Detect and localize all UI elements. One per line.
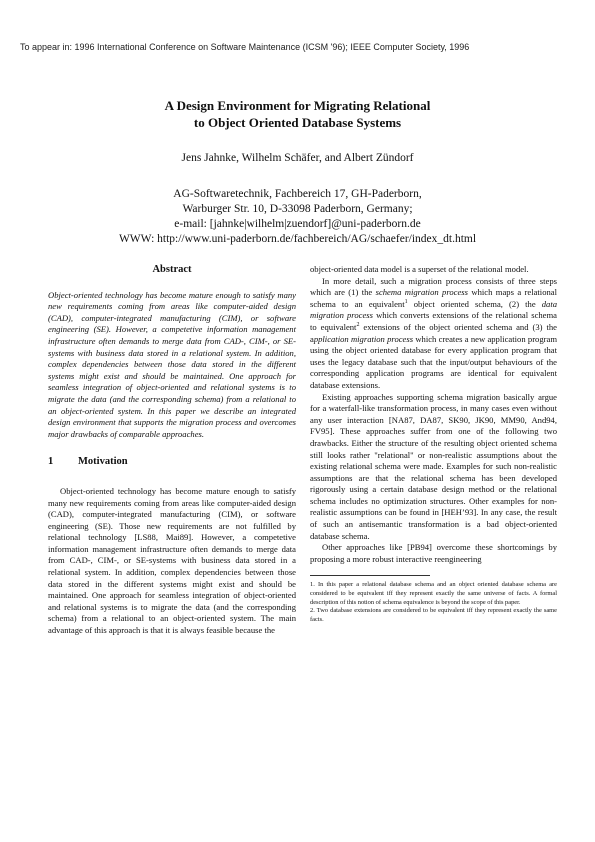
- right-column: [310, 264, 557, 624]
- text-run: which converts extensions of the relational schema to equivalent: [310, 310, 557, 332]
- italic-term: pplication migration process: [313, 333, 414, 344]
- footnote-text: Two database extensions are considered to be equivalent iff they represent exactly the same facts.: [310, 607, 557, 623]
- paper-title: [40, 97, 555, 131]
- footnote-2: [310, 607, 557, 624]
- text-run: object oriented schema, (2) the: [407, 298, 542, 309]
- text-run: which maps a relational schema to an equivalent: [310, 287, 557, 309]
- italic-term: schema migration process: [375, 287, 468, 298]
- text-run: extensions of the object oriented schema and (3) the a: [310, 321, 557, 344]
- affiliation-email: e-mail: [jahnke|wilhelm|zuendorf]@uni-paderborn.de: [174, 218, 421, 230]
- footnote-text: In this paper a relational database schema and an object oriented database schema are considered to be equivalent iff they represent exactly the same universe of facts. A formal description of this notion of schema equivalence is beyond the scope of this paper.: [310, 581, 557, 606]
- text-run: In more detail, such a migration process consists of three steps which are (1) the: [310, 275, 557, 298]
- title-line-1: A Design Environment for Migrating Relational: [164, 98, 431, 113]
- footnote-number: 2.: [310, 607, 315, 615]
- affiliation-www: WWW: http://www.uni-paderborn.de/fachbereich/AG/schaefer/index_dt.html: [118, 233, 477, 245]
- other-approaches-paragraph: Other approaches like [PB94] overcome these shortcomings by proposing a more robust interactive reengineering: [310, 542, 557, 564]
- affiliation-line-1: AG-Softwaretechnik, Fachbereich 17, GH-Paderborn,: [173, 188, 422, 200]
- text-run: which creates a new application program using the object oriented database for every application program that uses the legacy database such that the input/output behaviours of the corresponding application programs are identical for equivalent database extensions.: [310, 333, 558, 390]
- section-1-heading: [48, 456, 296, 468]
- existing-approaches-paragraph: Existing approaches supporting schema migration basically argue for a waterfall-like transformation process, in many cases even without any user interaction [NA87, DA87, SK90, JK90, MM90, And94, FV95]. These approaches suffer from one of the following two drawbacks. Either the structure of the resulting object oriented schema still looks rather "relational" or non-realistic assumptions about the existing relational schema were made. Examples for such non-realistic assumptions are that the relational schema has been developed rigorously using a certain database design method or the relational schema includes no optimization structures. Other examples for non-realistic assumptions can be found in [HEH’93]. In any case, the result of such an antisemantic transformation is a bad object-oriented database schema.: [310, 391, 557, 541]
- author-list: Jens Jahnke, Wilhelm Schäfer, and Albert Zündorf: [181, 152, 414, 164]
- continued-paragraph: object-oriented data model is a superset of the relational model.: [310, 264, 529, 274]
- footnote-number: 1.: [310, 581, 315, 589]
- italic-term: data migration process: [310, 298, 558, 321]
- abstract-heading: Abstract: [152, 264, 192, 275]
- footnote-1: [310, 581, 557, 607]
- footnote-divider: [310, 575, 430, 576]
- section-title: Motivation: [78, 456, 128, 468]
- footnote-marker: 2: [356, 322, 360, 329]
- left-column: [48, 264, 296, 637]
- section-number: 1: [48, 456, 54, 468]
- migration-steps-paragraph: [310, 276, 557, 392]
- affiliation-line-2: Warburger Str. 10, D-33098 Paderborn, Germany;: [182, 203, 413, 215]
- footnote-marker: 1: [404, 298, 408, 305]
- title-line-2: to Object Oriented Database Systems: [193, 115, 402, 130]
- motivation-paragraph: Object-oriented technology has become mature enough to satisfy many new requirements coming from areas like computer-aided design (CAD), computer-integrated manufacturing (CIM), or software engineering (SE). Those new requirements are not fulfilled by relational technology [LS88, Mai89]. However, a competetive information management infrastructure often demands to merge data from CAD-, CIM-, or SE-systems with business data stored in a relational system. In addition, complex dependencies between those data stored in the different systems might exist and should be maintained. One approach for seamless integration of object-oriented and relational systems is to migrate the data (and the corresponding schema) from a relational to an object-oriented system. The main advantage of this approach is that it is always feasible because the: [48, 485, 296, 636]
- abstract-text: Object-oriented technology has become mature enough to satisfy many new requirements coming from areas like computer-aided design (CAD), computer-integrated manufacturing (CIM), or software engineering (SE). However, a competetive information management infrastructure often demands to merge data from CAD-, CIM-, or SE-systems with business data stored in a relational system. In addition, complex dependencies between those data stored in the different systems might exist and should be maintained. One approach for seamless integration of object-oriented and relational systems is to migrate the data (and the corresponding schema) from a relational to an object-oriented system. In this paper we describe an integrated design environment that supports the migration process and overcomes major drawbacks of comparable approaches.: [48, 289, 296, 439]
- affiliation-block: [40, 187, 555, 247]
- conference-note: To appear in: 1996 International Conference on Software Maintenance (ICSM '96); IEEE Computer Society, 1996: [20, 42, 470, 52]
